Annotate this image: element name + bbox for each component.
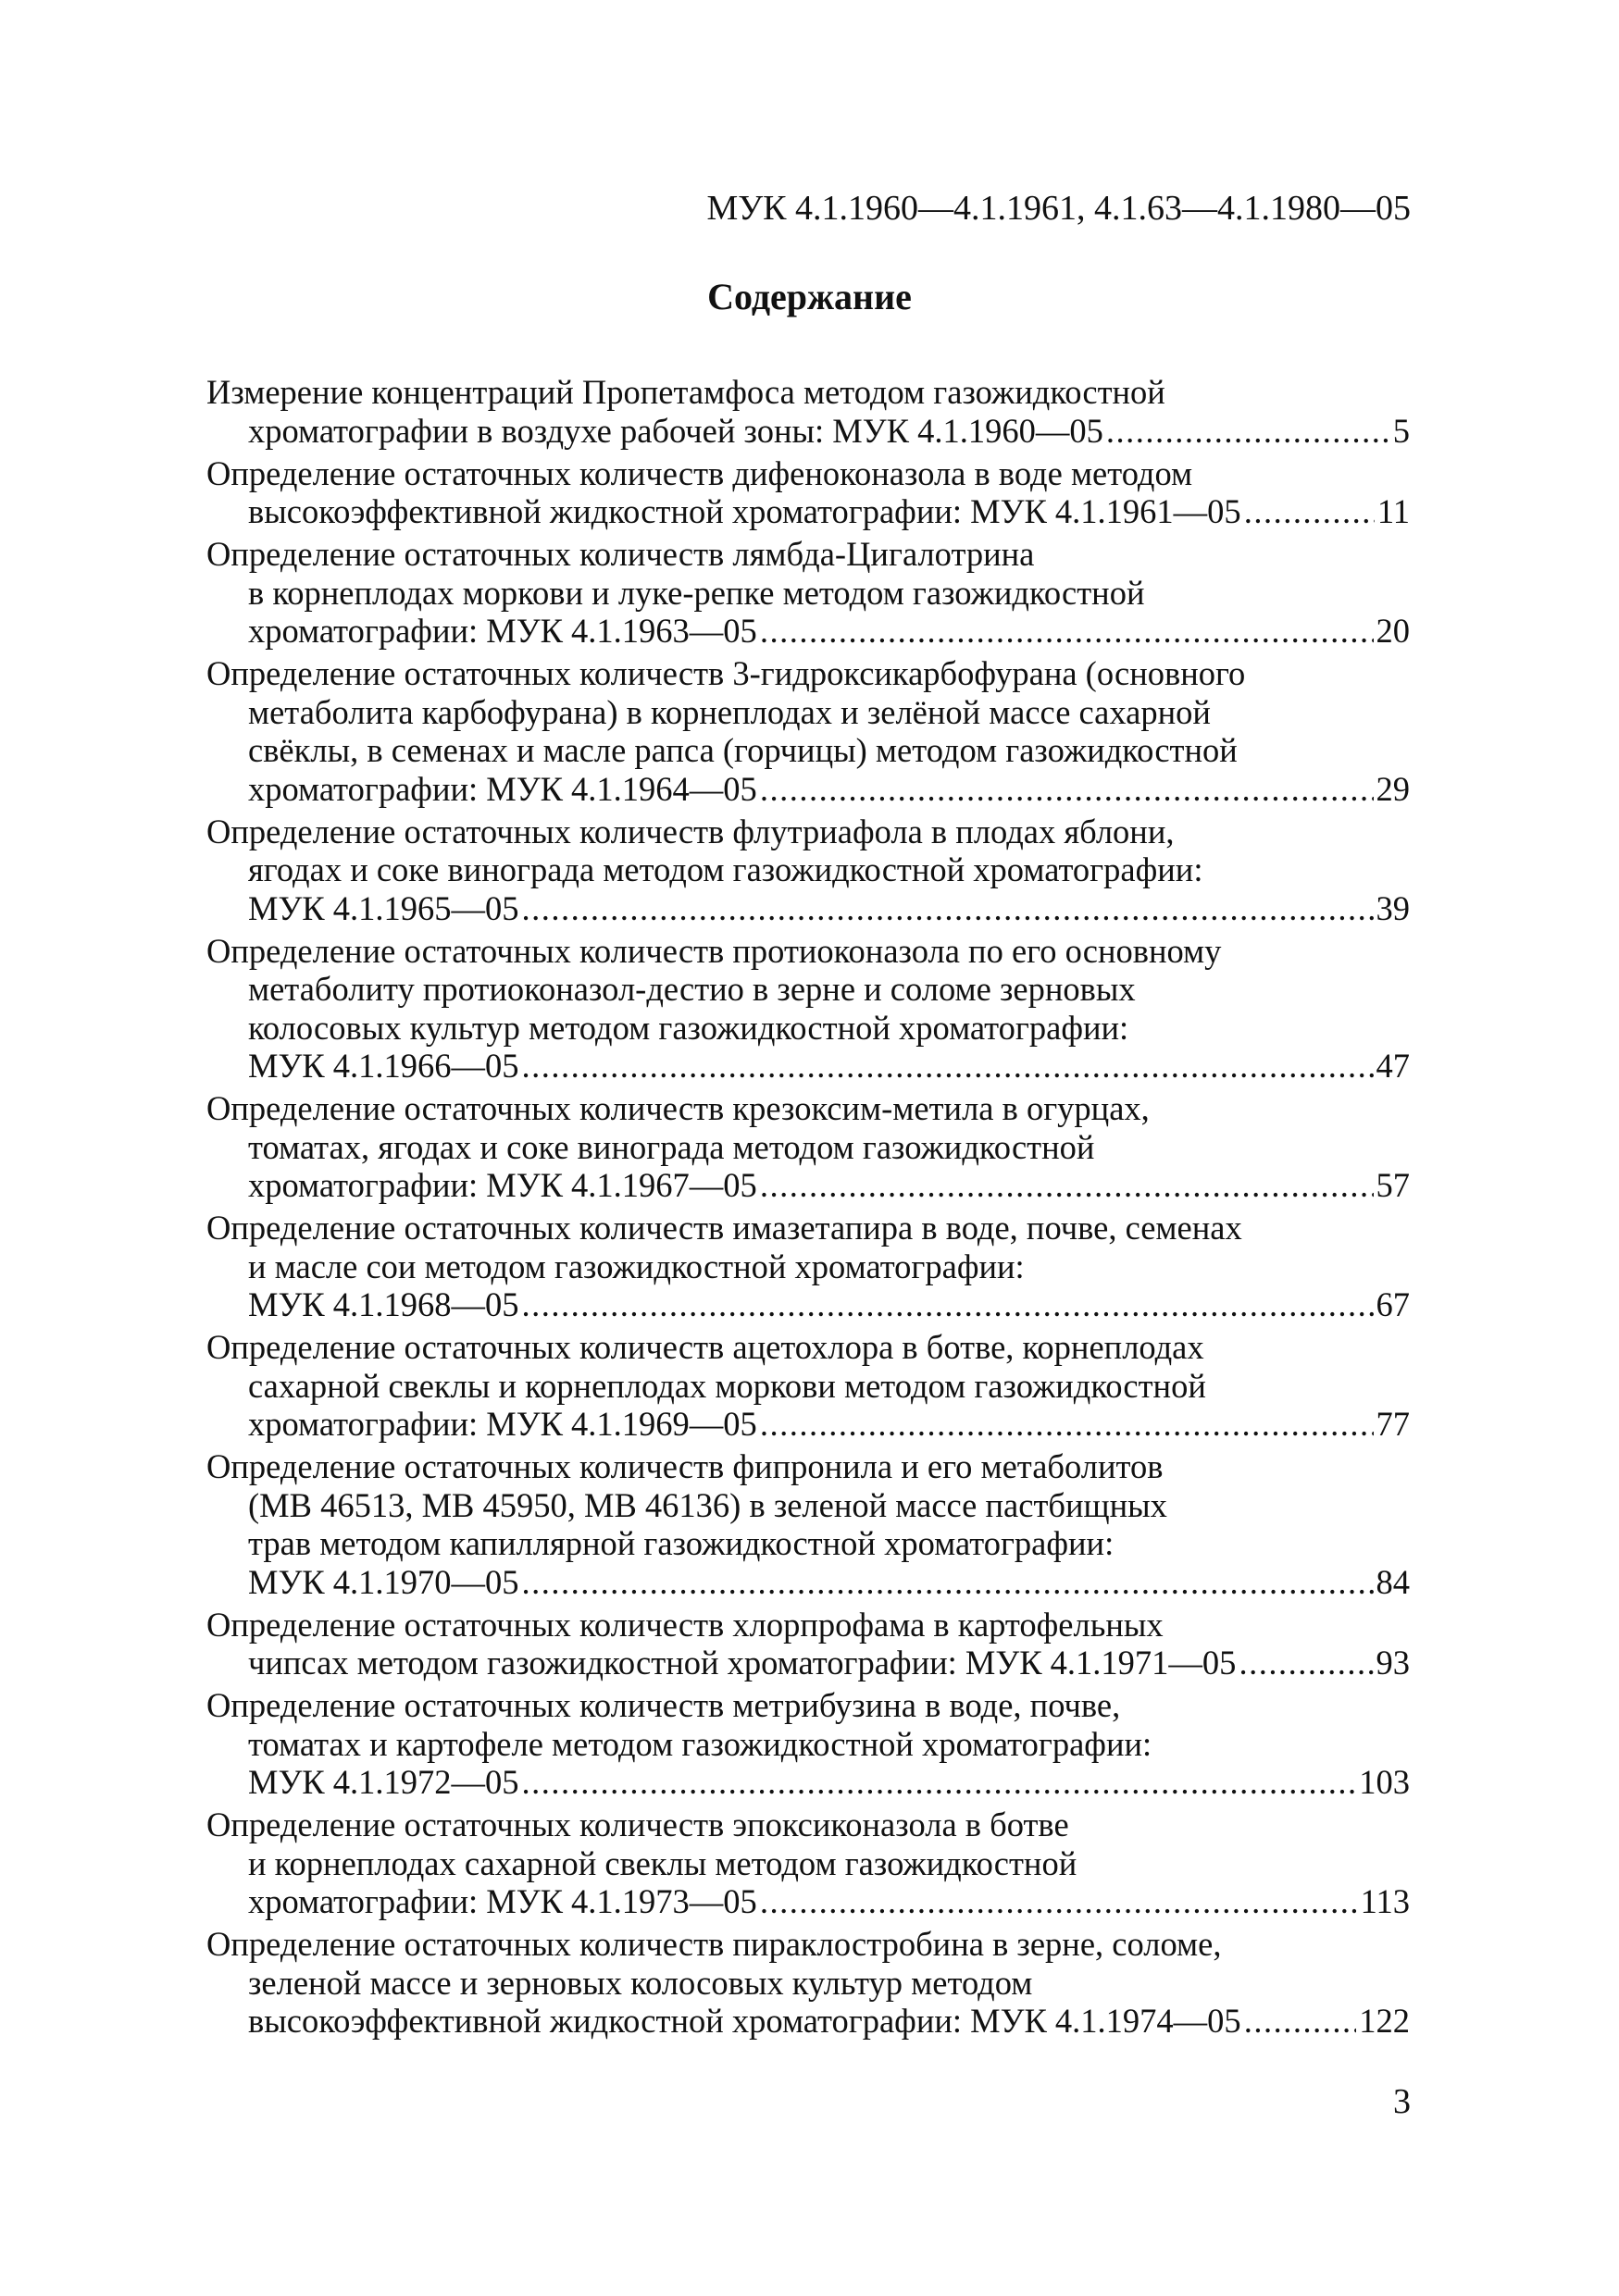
toc-entry-last-line (206, 1763, 1410, 1802)
toc-entry-last-line (206, 770, 1410, 809)
dot-leader (522, 1285, 1374, 1324)
table-of-contents (206, 373, 1410, 2044)
toc-entry-line: Определение остаточных количеств фипронила и его метаболитов (206, 1447, 1164, 1485)
toc-entry-text: хроматографии: МУК 4.1.1964—05 (248, 769, 757, 808)
toc-entry-line: свёклы, в семенах и масле рапса (горчицы) методом газожидкостной (248, 731, 1238, 769)
toc-entry-last-line (206, 612, 1410, 651)
toc-entry-last-line (206, 1285, 1410, 1324)
toc-entry-last-line (206, 1644, 1410, 1682)
toc-entry (206, 535, 1410, 651)
toc-entry-line: сахарной свеклы и корнеплодах моркови методом газожидкостной (248, 1366, 1206, 1405)
toc-entry-last-line (206, 1563, 1410, 1602)
dot-leader (1106, 412, 1390, 451)
toc-entry-line: ягодах и соке винограда методом газожидкостной хроматографии: (248, 850, 1203, 888)
toc-entry-line: Определение остаточных количеств метрибузина в воде, почве, (206, 1686, 1121, 1724)
dot-leader (522, 1763, 1357, 1802)
toc-entry-text: высокоэффективной жидкостной хроматографии: МУК 4.1.1974—05 (248, 2002, 1241, 2040)
toc-entry-last-line (206, 492, 1410, 531)
toc-entry-text: МУК 4.1.1972—05 (248, 1763, 519, 1801)
toc-entry-line: Определение остаточных количеств имазетапира в воде, почве, семенах (206, 1209, 1242, 1247)
toc-entry-line: Определение остаточных количеств пираклостробина в зерне, соломе, (206, 1925, 1222, 1963)
toc-entry-line: Определение остаточных количеств эпоксиконазола в ботве (206, 1806, 1069, 1843)
toc-page-number: 77 (1376, 1405, 1410, 1443)
dot-leader (1244, 2002, 1357, 2041)
toc-entry (206, 454, 1410, 531)
toc-entry-text: хроматографии: МУК 4.1.1963—05 (248, 612, 757, 650)
toc-entry-line: Определение остаточных количеств лямбда-Цигалотрина (206, 535, 1035, 573)
toc-entry (206, 1925, 1410, 2041)
toc-entry-line: в корнеплодах моркови и луке-репке методом газожидкостной (248, 573, 1145, 612)
toc-entry-line: томатах и картофеле методом газожидкостной хроматографии: (248, 1724, 1152, 1763)
toc-entry (206, 1089, 1410, 1205)
toc-entry-last-line (206, 1166, 1410, 1205)
toc-entry-line: колосовых культур методом газожидкостной хроматографии: (248, 1008, 1129, 1047)
dot-leader (522, 1047, 1374, 1086)
dot-leader (760, 770, 1374, 809)
page-title: Содержание (707, 276, 912, 317)
toc-entry-last-line (206, 1047, 1410, 1086)
toc-entry-last-line (206, 889, 1410, 928)
toc-entry (206, 1328, 1410, 1444)
toc-entry-line: Определение остаточных количеств 3-гидроксикарбофурана (основного (206, 654, 1246, 692)
toc-entry-line: метаболиту протиоконазол-дестио в зерне и соломе зерновых (248, 970, 1136, 1008)
dot-leader (1239, 1644, 1373, 1682)
toc-entry-last-line (206, 1882, 1410, 1921)
dot-leader (760, 612, 1374, 651)
toc-entry-text: МУК 4.1.1968—05 (248, 1285, 519, 1323)
toc-page-number: 103 (1359, 1763, 1410, 1801)
toc-entry (206, 1686, 1410, 1802)
toc-page-number: 29 (1376, 769, 1410, 808)
toc-page-number: 57 (1376, 1166, 1410, 1204)
toc-page-number: 93 (1376, 1644, 1410, 1682)
dot-leader (522, 889, 1374, 928)
toc-entry-last-line (206, 2002, 1410, 2041)
toc-page-number: 122 (1359, 2002, 1410, 2040)
toc-page-number: 67 (1376, 1285, 1410, 1323)
toc-entry-line: Определение остаточных количеств хлорпрофама в картофельных (206, 1605, 1164, 1644)
toc-entry-line: Измерение концентраций Пропетамфоса методом газожидкостной (206, 373, 1165, 411)
toc-entry-text: чипсах методом газожидкостной хроматографии: МУК 4.1.1971—05 (248, 1644, 1237, 1682)
toc-entry-text: хроматографии: МУК 4.1.1969—05 (248, 1405, 757, 1443)
toc-entry-line: и масле сои методом газожидкостной хроматографии: (248, 1247, 1025, 1285)
toc-entry-line: трав методом капиллярной газожидкостной хроматографии: (248, 1524, 1115, 1562)
toc-entry (206, 1806, 1410, 1921)
toc-page-number: 11 (1376, 492, 1410, 530)
dot-leader (522, 1563, 1374, 1602)
toc-page-number: 84 (1376, 1562, 1410, 1601)
toc-page-number: 47 (1376, 1047, 1410, 1085)
toc-entry-line: зеленой массе и зерновых колосовых культур методом (248, 1963, 1033, 2002)
dot-leader (1244, 492, 1375, 531)
toc-page-number: 5 (1392, 411, 1410, 450)
toc-page-number: 113 (1360, 1882, 1410, 1920)
toc-entry (206, 1606, 1410, 1682)
toc-entry-text: высокоэффективной жидкостной хроматографии: МУК 4.1.1961—05 (248, 492, 1241, 530)
toc-entry-last-line (206, 412, 1410, 451)
toc-entry-line: и корнеплодах сахарной свеклы методом газожидкостной (248, 1843, 1077, 1882)
toc-entry-line: Определение остаточных количеств протиоконазола по его основному (206, 931, 1222, 970)
toc-entry-text: хроматографии: МУК 4.1.1973—05 (248, 1882, 757, 1920)
toc-entry (206, 813, 1410, 928)
toc-entry-text: МУК 4.1.1966—05 (248, 1047, 519, 1085)
toc-entry-line: Определение остаточных количеств крезоксим-метила в огурцах, (206, 1089, 1150, 1127)
toc-entry-line: (МВ 46513, МВ 45950, МВ 46136) в зеленой массе пастбищных (248, 1485, 1167, 1524)
toc-entry-line: Определение остаточных количеств флутриафола в плодах яблони, (206, 812, 1175, 850)
toc-entry-text: МУК 4.1.1970—05 (248, 1562, 519, 1601)
dot-leader (760, 1405, 1374, 1444)
toc-page-number: 20 (1376, 612, 1410, 650)
dot-leader (760, 1166, 1374, 1205)
page-number: 3 (1393, 2082, 1411, 2121)
toc-entry (206, 373, 1410, 450)
toc-entry-text: хроматографии: МУК 4.1.1967—05 (248, 1166, 757, 1204)
toc-entry-line: метаболита карбофурана) в корнеплодах и зелёной массе сахарной (248, 692, 1211, 731)
toc-entry (206, 654, 1410, 808)
toc-entry-last-line (206, 1405, 1410, 1444)
toc-page-number: 39 (1376, 888, 1410, 927)
toc-entry-text: МУК 4.1.1965—05 (248, 888, 519, 927)
toc-entry-line: Определение остаточных количеств ацетохлора в ботве, корнеплодах (206, 1328, 1204, 1366)
toc-entry (206, 1447, 1410, 1601)
dot-leader (760, 1882, 1358, 1921)
toc-entry-line: Определение остаточных количеств дифеноконазола в воде методом (206, 453, 1193, 492)
toc-entry (206, 1209, 1410, 1324)
toc-entry-text: хроматографии в воздухе рабочей зоны: МУК 4.1.1960—05 (248, 411, 1103, 450)
document-code-header: МУК 4.1.1960—4.1.1961, 4.1.63—4.1.1980—05 (706, 189, 1411, 228)
toc-entry-line: томатах, ягодах и соке винограда методом газожидкостной (248, 1127, 1095, 1166)
toc-entry (206, 932, 1410, 1086)
